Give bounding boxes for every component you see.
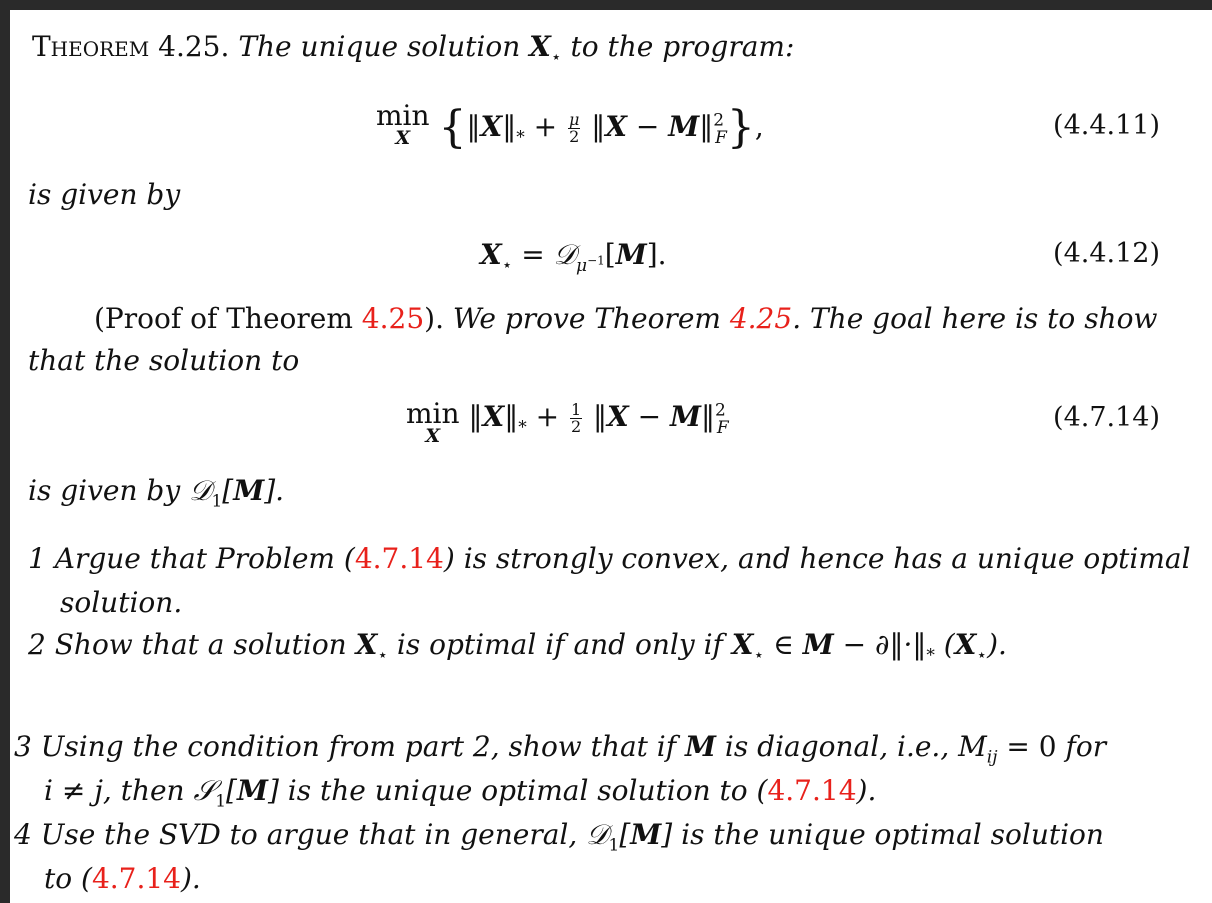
list-item-4-cont: to (4.7.14). [44, 862, 201, 895]
theorem-number: 4.25. [158, 30, 230, 63]
item-number: 3 [14, 730, 32, 763]
ref-eq-4-7-14-b[interactable]: 4.7.14 [767, 774, 857, 807]
item-number: 4 [14, 818, 32, 851]
list-item-2: 2 Show that a solution $X_⋆$ is optimal if and only if $X_⋆$ ∈ $M - \partial‖\cdot‖_*$ $(X_⋆)$. [28, 628, 1007, 666]
theorem-label: Theorem [32, 30, 150, 63]
item-number: 2 [28, 628, 46, 661]
theorem-text: The unique solution [238, 30, 521, 63]
list-item-3: 3 Using the condition from part 2, show that if M is diagonal, i.e., $M_{ij} = 0$ for [14, 730, 1107, 768]
ref-eq-4-7-14-c[interactable]: 4.7.14 [91, 862, 181, 895]
equation-tag-4-4-11: (4.4.11) [1053, 110, 1160, 141]
given-by-1: is given by [28, 178, 181, 211]
item-number: 1 [28, 542, 46, 575]
ref-theorem-4-25-italic[interactable]: 4.25 [729, 302, 793, 335]
equation-4-4-12: $X_⋆$ = 𝒟$_{\mu^{-1}}$[M]. [480, 238, 667, 276]
list-item-1: 1 Argue that Problem (4.7.14) is strongly convex, and hence has a unique optimal [28, 542, 1191, 575]
ref-theorem-4-25[interactable]: 4.25 [361, 302, 425, 335]
top-dark-bar [0, 0, 1212, 10]
theorem-star: ⋆ [550, 47, 562, 68]
equation-tag-4-7-14: (4.7.14) [1053, 402, 1160, 433]
list-item-4: 4 Use the SVD to argue that in general, 𝒟$_1$[M] is the unique optimal solution [14, 818, 1104, 856]
min-operator: min X [376, 99, 430, 149]
equation-4-7-14: min X $‖X‖_*$ + $\frac{1}{2}$ ‖X − M‖$^2_F$ [406, 397, 729, 447]
proof-line-2: that the solution to [28, 344, 300, 377]
proof-line-1: (Proof of Theorem 4.25). We prove Theorem 4.25. The goal here is to show [94, 302, 1158, 335]
theorem-symbol: X [529, 30, 551, 63]
given-by-2: is given by 𝒟$_1$[M]. [28, 474, 285, 512]
equation-4-4-11: min X {$‖X‖_*$ + $\frac{\mu}{2}$ ‖X − M‖$^2_F$}, [376, 99, 764, 153]
list-item-1-cont: solution. [60, 586, 183, 619]
list-item-3-cont: i ≠ j, then 𝒮$_1$[M] is the unique optimal solution to (4.7.14). [44, 774, 877, 812]
document-page [10, 10, 1212, 903]
theorem-statement [32, 30, 795, 68]
theorem-tail: to the program: [570, 30, 795, 63]
ref-eq-4-7-14[interactable]: 4.7.14 [354, 542, 444, 575]
min-operator-2: min X [406, 397, 460, 447]
equation-tag-4-4-12: (4.4.12) [1053, 238, 1160, 269]
